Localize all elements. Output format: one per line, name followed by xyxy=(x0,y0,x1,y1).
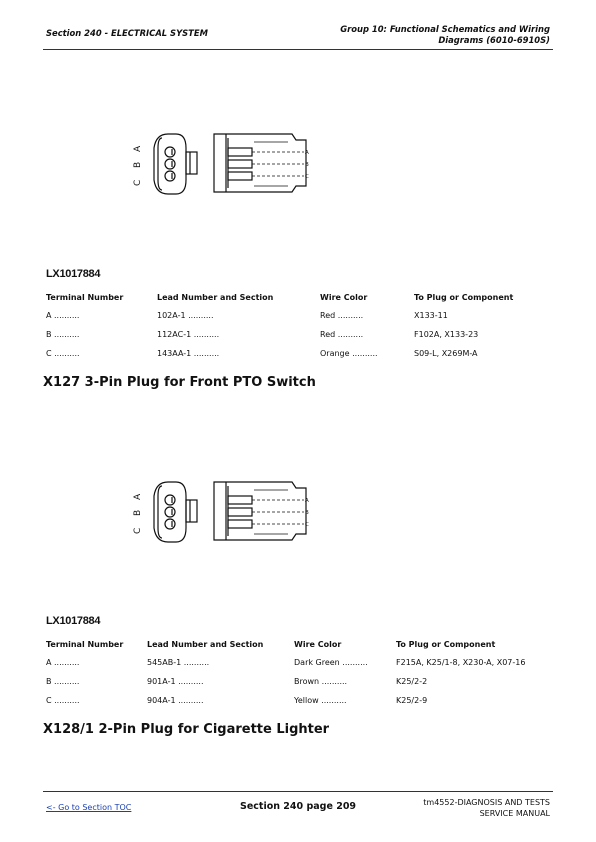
table-cell: K25/2-2 xyxy=(396,677,428,686)
footer-rule xyxy=(43,791,553,792)
section-title: X128/1 2-Pin Plug for Cigarette Lighter xyxy=(43,722,330,737)
table-cell: X133-11 xyxy=(414,311,448,320)
table-row xyxy=(46,330,554,349)
table-row xyxy=(46,677,554,696)
terminal-table xyxy=(46,640,554,715)
table-cell: A .......... xyxy=(46,658,80,667)
table-cell: Dark Green .......... xyxy=(294,658,368,667)
column-header: To Plug or Component xyxy=(414,293,514,302)
pin-letter: B xyxy=(133,509,143,516)
column-header: Lead Number and Section xyxy=(147,640,264,649)
table-row xyxy=(46,311,554,330)
table-cell: B .......... xyxy=(46,330,80,339)
table-cell: Brown .......... xyxy=(294,677,348,686)
pin-letter: A xyxy=(133,493,143,500)
figure-label: LX1017884 xyxy=(46,268,101,280)
column-header: Terminal Number xyxy=(46,293,124,302)
column-header: Lead Number and Section xyxy=(157,293,274,302)
table-cell: Orange .......... xyxy=(320,349,378,358)
manual-title-line2: SERVICE MANUAL xyxy=(479,809,550,818)
figure-label: LX1017884 xyxy=(46,615,101,627)
connector-diagram xyxy=(128,476,318,548)
table-cell: Red .......... xyxy=(320,330,364,339)
pin-letter: B xyxy=(133,161,143,168)
side-letter: A xyxy=(305,150,309,156)
terminal-table xyxy=(46,293,554,368)
side-letter: B xyxy=(305,162,309,168)
table-cell: B .......... xyxy=(46,677,80,686)
section-title: X127 3-Pin Plug for Front PTO Switch xyxy=(43,375,316,390)
pin-letter: C xyxy=(133,179,143,186)
table-cell: K25/2-9 xyxy=(396,696,428,705)
table-header-row xyxy=(46,640,554,658)
table-cell: 904A-1 .......... xyxy=(147,696,204,705)
table-cell: Yellow .......... xyxy=(294,696,347,705)
table-cell: F102A, X133-23 xyxy=(414,330,479,339)
header-rule xyxy=(43,49,553,50)
table-cell: 102A-1 .......... xyxy=(157,311,214,320)
table-cell: 901A-1 .......... xyxy=(147,677,204,686)
pin-letter: A xyxy=(133,145,143,152)
side-letter: C xyxy=(305,174,309,180)
column-header: Wire Color xyxy=(294,640,342,649)
column-header: Wire Color xyxy=(320,293,368,302)
table-cell: F215A, K25/1-8, X230-A, X07-16 xyxy=(396,658,526,667)
page-number: Section 240 page 209 xyxy=(240,801,357,812)
table-cell: C .......... xyxy=(46,349,80,358)
table-row xyxy=(46,658,554,677)
side-letter: A xyxy=(305,498,309,504)
section-header: Section 240 - ELECTRICAL SYSTEM xyxy=(46,28,208,38)
table-cell: Red .......... xyxy=(320,311,364,320)
table-cell: 112AC-1 .......... xyxy=(157,330,220,339)
table-header-row xyxy=(46,293,554,311)
table-cell: A .......... xyxy=(46,311,80,320)
side-letter: C xyxy=(305,522,309,528)
section-toc-link[interactable]: <- Go to Section TOC xyxy=(46,803,132,812)
table-cell: S09-L, X269M-A xyxy=(414,349,478,358)
table-cell: 143AA-1 .......... xyxy=(157,349,220,358)
pin-letter: C xyxy=(133,527,143,534)
column-header: To Plug or Component xyxy=(396,640,496,649)
connector-diagram xyxy=(128,128,318,200)
manual-title xyxy=(423,797,550,819)
group-header-line2: Diagrams (6010-6910S) xyxy=(438,35,550,45)
side-letter: B xyxy=(305,510,309,516)
table-cell: C .......... xyxy=(46,696,80,705)
manual-title-line1: tm4552-DIAGNOSIS AND TESTS xyxy=(423,798,550,807)
group-header xyxy=(340,24,550,46)
group-header-line1: Group 10: Functional Schematics and Wiring xyxy=(340,24,550,34)
column-header: Terminal Number xyxy=(46,640,124,649)
table-row xyxy=(46,349,554,368)
table-cell: 545AB-1 .......... xyxy=(147,658,210,667)
table-row xyxy=(46,696,554,715)
